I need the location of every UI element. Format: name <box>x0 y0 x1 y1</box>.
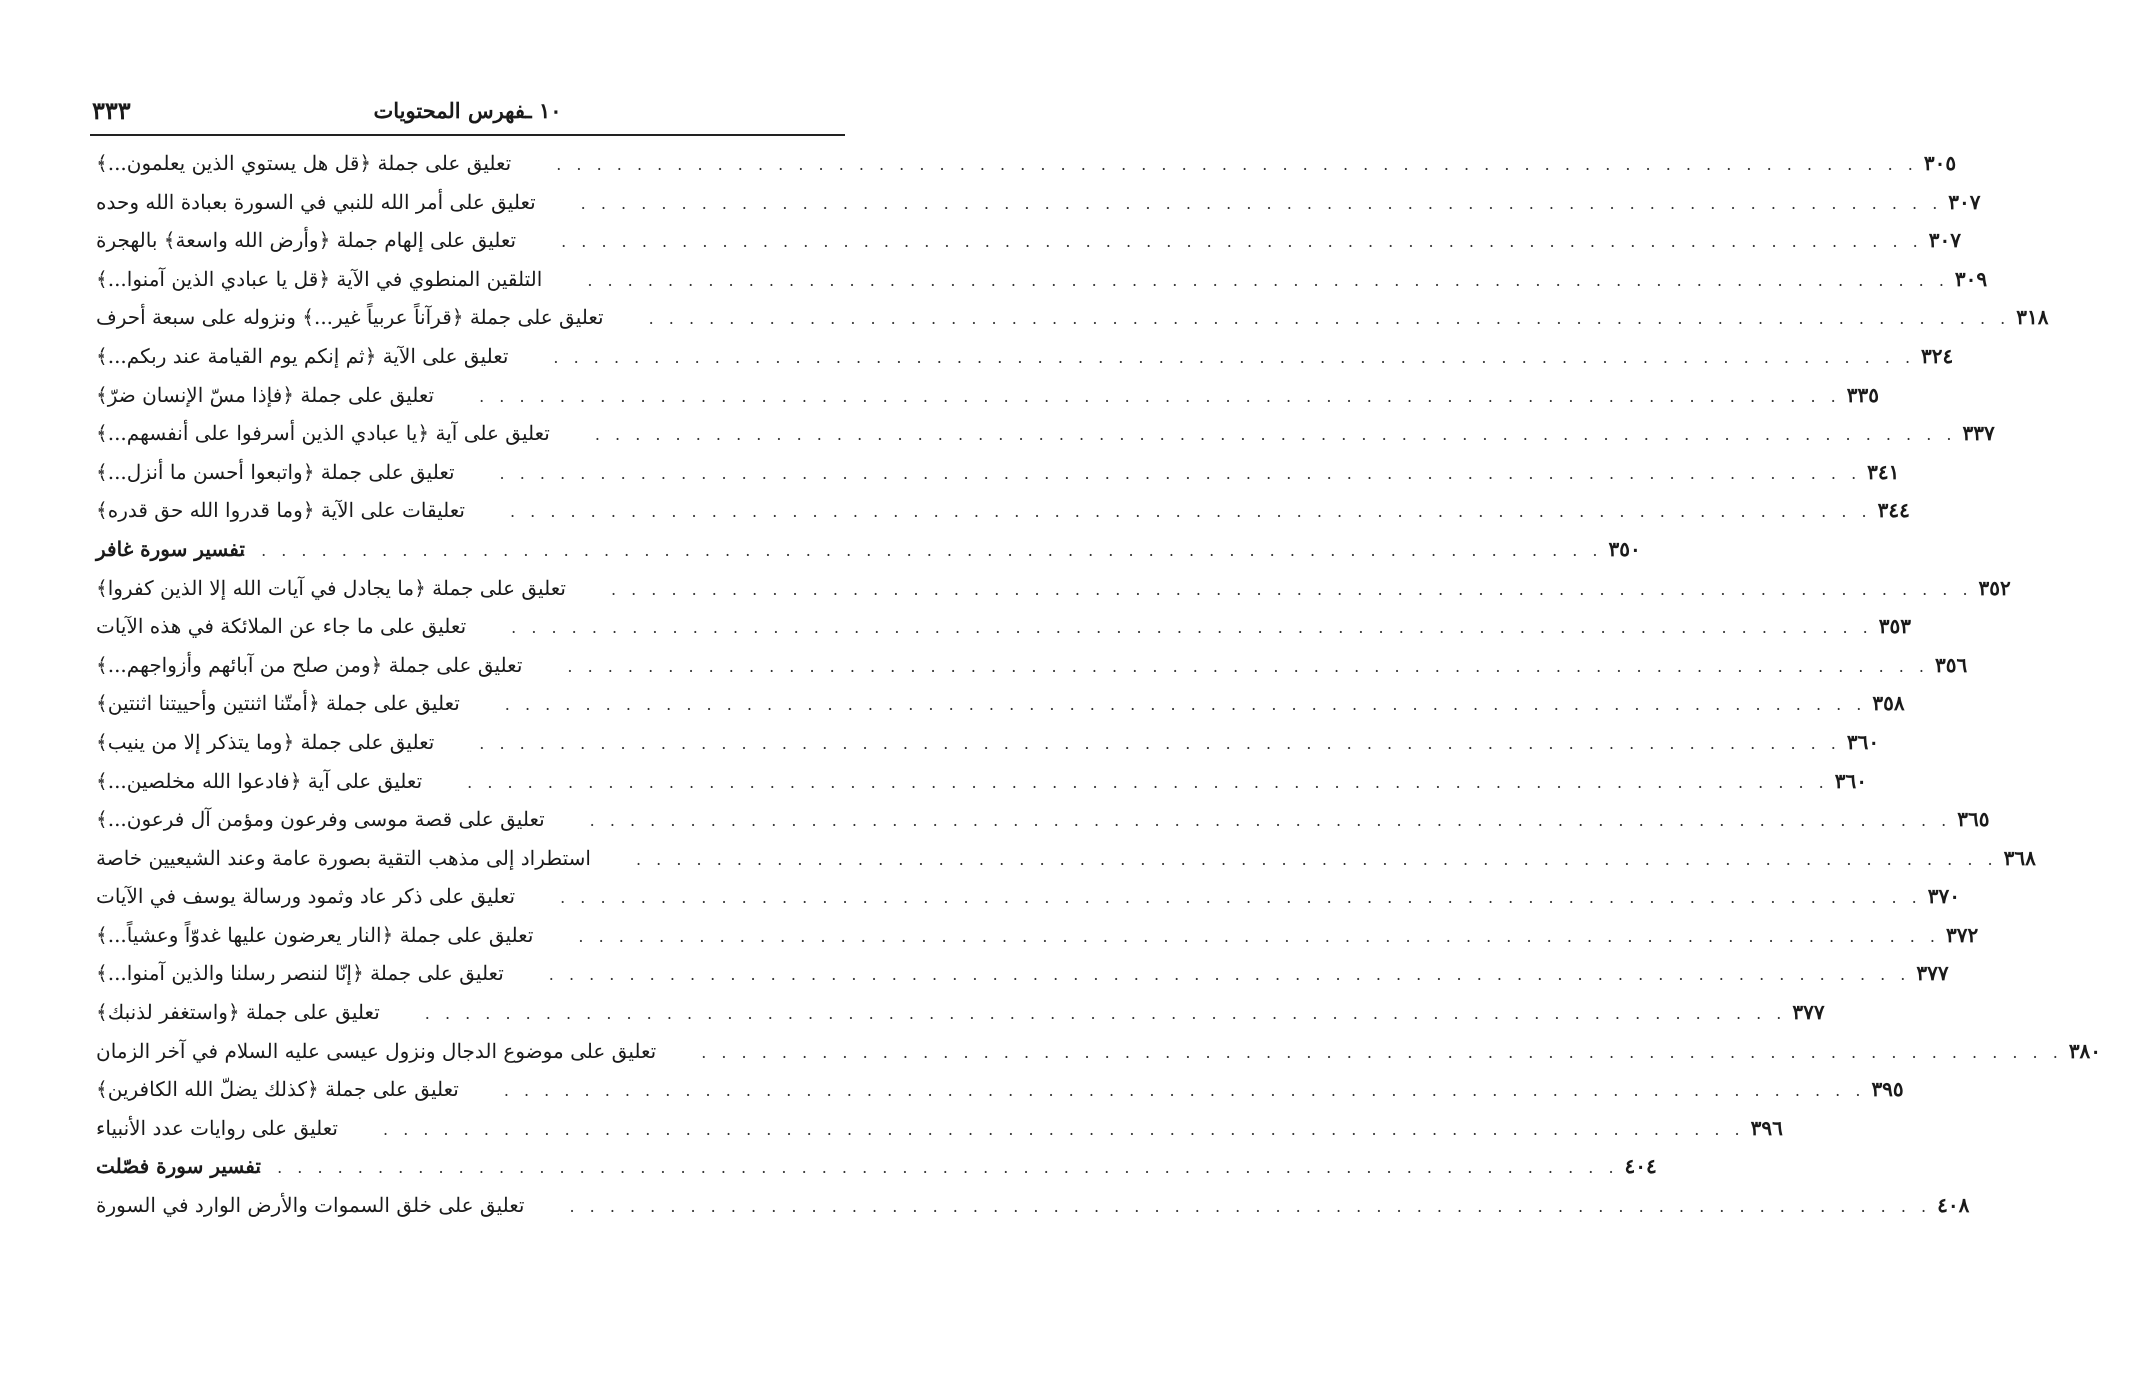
dot-leader: . . . . . . . . . . . . . . . . . . . . . . . . . . . . . . . . . . . . . . . . . . . . . . . . . . . . . . . . . . . . . . . . . . . . <box>636 849 1998 869</box>
toc-entry-title: تعليق على جملة ﴿إنّا لننصر رسلنا والذين آمنوا...﴾ <box>96 961 504 986</box>
dot-leader: . . . . . . . . . . . . . . . . . . . . . . . . . . . . . . . . . . . . . . . . . . . . . . . . . . . . . . . . . . . . . . . . . . . . <box>511 618 1873 638</box>
dot-leader: . . . . . . . . . . . . . . . . . . . . . . . . . . . . . . . . . . . . . . . . . . . . . . . . . . . . . . . . . . . . . . . . . . . . <box>578 926 1940 946</box>
dot-leader: . . . . . . . . . . . . . . . . . . . . . . . . . . . . . . . . . . . . . . . . . . . . . . . . . . . . . . . . . . . . . . . . . . . . <box>610 579 1973 599</box>
toc-entry-page: ٣٦٠ <box>1834 768 1867 793</box>
dot-leader: . . . . . . . . . . . . . . . . . . . . . . . . . . . . . . . . . . . . . . . . . . . . . . . . . . . . . . . . . . . . . . . . . . . . <box>560 888 1922 908</box>
dot-leader: . . . . . . . . . . . . . . . . . . . . . . . . . . . . . . . . . . . . . . . . . . . . . . . . . . . . . . . . . . . . . . . . . . . . <box>240 540 1603 560</box>
toc-entry-title: تعليق على قصة موسى وفرعون ومؤمن آل فرعون...﴾ <box>96 807 545 832</box>
dot-leader: . . . . . . . . . . . . . . . . . . . . . . . . . . . . . . . . . . . . . . . . . . . . . . . . . . . . . . . . . . . . . . . . . . . . <box>553 347 1916 367</box>
dot-leader: . . . . . . . . . . . . . . . . . . . . . . . . . . . . . . . . . . . . . . . . . . . . . . . . . . . . . . . . . . . . . . . . . . . . <box>567 656 1930 676</box>
toc-entry <box>90 1186 1970 1225</box>
dot-leader: . . . . . . . . . . . . . . . . . . . . . . . . . . . . . . . . . . . . . . . . . . . . . . . . . . . . . . . . . . . . . . . . . . . . <box>256 1158 1619 1178</box>
toc-entry-title: تعليق على روايات عدد الأنبياء <box>96 1115 339 1140</box>
toc-entry-title: تعليق على جملة ﴿واتبعوا أحسن ما أنزل...﴾ <box>96 459 455 484</box>
toc-entry <box>90 684 1905 723</box>
toc-entry-page: ٣٣٥ <box>1846 382 1879 407</box>
toc-entry <box>90 993 1825 1032</box>
toc-entry-title: تعليق على ذكر عاد وثمود ورسالة يوسف في الآيات <box>96 884 516 909</box>
toc-entry <box>90 144 1957 183</box>
dot-leader: . . . . . . . . . . . . . . . . . . . . . . . . . . . . . . . . . . . . . . . . . . . . . . . . . . . . . . . . . . . . . . . . . . . . <box>587 270 1949 290</box>
toc-entry-page: ٣٥٦ <box>1935 652 1968 677</box>
dot-leader: . . . . . . . . . . . . . . . . . . . . . . . . . . . . . . . . . . . . . . . . . . . . . . . . . . . . . . . . . . . . . . . . . . . . <box>561 232 1923 252</box>
toc-entry <box>90 877 1960 916</box>
toc-entry-title: تفسير سورة غافر <box>96 536 245 561</box>
toc-entry-title: تعليق على جملة ﴿فإذا مسّ الإنسان ضرّ﴾ <box>96 382 435 407</box>
toc-entry-title: تعليق على جملة ﴿قرآناً عربياً غير...﴾ ونزوله على سبعة أحرف <box>96 305 604 330</box>
toc-entry-title: تعليق على موضوع الدجال ونزول عيسى عليه السلام في آخر الزمان <box>96 1038 657 1063</box>
toc-entry-page: ٣٤٤ <box>1877 498 1910 523</box>
toc-entry-title: تعليق على جملة ﴿ومن صلح من آبائهم وأزواجهم...﴾ <box>96 652 523 677</box>
toc-entry <box>90 916 1979 955</box>
dot-leader: . . . . . . . . . . . . . . . . . . . . . . . . . . . . . . . . . . . . . . . . . . . . . . . . . . . . . . . . . . . . . . . . . . . . <box>503 1081 1866 1101</box>
dot-leader: . . . . . . . . . . . . . . . . . . . . . . . . . . . . . . . . . . . . . . . . . . . . . . . . . . . . . . . . . . . . . . . . . . . . <box>556 155 1918 174</box>
dot-leader: . . . . . . . . . . . . . . . . . . . . . . . . . . . . . . . . . . . . . . . . . . . . . . . . . . . . . . . . . . . . . . . . . . . . <box>569 1197 1932 1217</box>
toc-entry-title: تعليق على آية ﴿فادعوا الله مخلصين...﴾ <box>96 768 423 793</box>
dot-leader: . . . . . . . . . . . . . . . . . . . . . . . . . . . . . . . . . . . . . . . . . . . . . . . . . . . . . . . . . . . . . . . . . . . . <box>594 425 1957 445</box>
dot-leader: . . . . . . . . . . . . . . . . . . . . . . . . . . . . . . . . . . . . . . . . . . . . . . . . . . . . . . . . . . . . . . . . . . . . <box>424 1004 1787 1024</box>
toc-page <box>90 92 2102 1225</box>
dot-leader: . . . . . . . . . . . . . . . . . . . . . . . . . . . . . . . . . . . . . . . . . . . . . . . . . . . . . . . . . . . . . . . . . . . . <box>548 965 1911 985</box>
toc-entry-title: تعليق على إلهام جملة ﴿وأرض الله واسعة﴾ بالهجرة <box>96 228 517 253</box>
page-number: ٣٣٣ <box>92 96 131 125</box>
toc-entry <box>90 298 2049 337</box>
toc-entry-page: ٣٦٨ <box>2003 845 2036 870</box>
toc-entry <box>90 569 2011 608</box>
toc-entry-title: تعليق على جملة ﴿واستغفر لذنبك﴾ <box>96 1000 380 1025</box>
toc-entry-title: تعليق على جملة ﴿قل هل يستوي الذين يعلمون...﴾ <box>96 151 512 175</box>
toc-entry <box>90 762 1867 801</box>
toc-entry-title: تعليق على آية ﴿يا عبادي الذين أسرفوا على أنفسهم...﴾ <box>96 421 550 446</box>
dot-leader: . . . . . . . . . . . . . . . . . . . . . . . . . . . . . . . . . . . . . . . . . . . . . . . . . . . . . . . . . . . . . . . . . . . . <box>701 1042 2063 1062</box>
toc-entry-page: ٣٨٠ <box>2068 1038 2102 1063</box>
toc-entry-title: التلقين المنطوي في الآية ﴿قل يا عبادي الذين آمنوا...﴾ <box>96 266 543 291</box>
toc-entry-page: ٣٧٠ <box>1927 884 1960 909</box>
toc-entry-page: ٣٧٧ <box>1916 961 1949 986</box>
dot-leader: . . . . . . . . . . . . . . . . . . . . . . . . . . . . . . . . . . . . . . . . . . . . . . . . . . . . . . . . . . . . . . . . . . . . <box>383 1119 1745 1139</box>
page-title: ١٠ ـفهرس المحتويات <box>373 98 562 123</box>
dot-leader: . . . . . . . . . . . . . . . . . . . . . . . . . . . . . . . . . . . . . . . . . . . . . . . . . . . . . . . . . . . . . . . . . . . . <box>509 502 1872 522</box>
toc-entry-page: ٣٠٧ <box>1948 189 1981 214</box>
toc-entry-page: ٤٠٤ <box>1624 1154 1657 1179</box>
toc-entry-title: تعليق على جملة ﴿ما يجادل في آيات الله إلا الذين كفروا﴾ <box>96 575 566 600</box>
toc-entry-title: تعليق على خلق السموات والأرض الوارد في السورة <box>96 1193 525 1218</box>
toc-entry <box>90 1109 1783 1148</box>
toc-entry <box>90 646 1968 685</box>
toc-entry-page: ٣٦٠ <box>1846 729 1880 754</box>
toc-entry-title: تعليقات على الآية ﴿وما قدروا الله حق قدره﴾ <box>96 498 465 523</box>
toc-entry-page: ٣٠٧ <box>1928 228 1961 253</box>
toc-entry-page: ٣٩٦ <box>1750 1115 1783 1140</box>
toc-entry-page: ٣٥٠ <box>1608 536 1641 561</box>
table-of-contents <box>90 144 2102 1225</box>
toc-entry-title: تعليق على جملة ﴿أمتّنا اثنتين وأحييتنا اثنتين﴾ <box>96 691 460 716</box>
toc-entry <box>90 376 1879 415</box>
toc-entry <box>90 607 1911 646</box>
toc-entry-page: ٣٥٣ <box>1878 614 1911 639</box>
toc-entry <box>90 839 2036 878</box>
toc-entry-title: تعليق على جملة ﴿كذلك يضلّ الله الكافرين﴾ <box>96 1077 459 1102</box>
toc-entry-title: تعليق على جملة ﴿وما يتذكر إلا من ينيب﴾ <box>96 729 435 754</box>
toc-entry <box>90 954 1949 993</box>
toc-entry <box>90 491 1910 530</box>
dot-leader: . . . . . . . . . . . . . . . . . . . . . . . . . . . . . . . . . . . . . . . . . . . . . . . . . . . . . . . . . . . . . . . . . . . . <box>580 193 1943 213</box>
page-header <box>90 92 845 136</box>
dot-leader: . . . . . . . . . . . . . . . . . . . . . . . . . . . . . . . . . . . . . . . . . . . . . . . . . . . . . . . . . . . . . . . . . . . . <box>499 463 1862 483</box>
toc-entry <box>90 723 1880 762</box>
dot-leader: . . . . . . . . . . . . . . . . . . . . . . . . . . . . . . . . . . . . . . . . . . . . . . . . . . . . . . . . . . . . . . . . . . . . <box>589 811 1952 831</box>
toc-entry-page: ٣٥٨ <box>1872 691 1905 716</box>
toc-entry-title: تعليق على أمر الله للنبي في السورة بعبادة الله وحده <box>96 189 536 214</box>
toc-entry <box>90 453 1900 492</box>
toc-entry-page: ٣٩٥ <box>1871 1077 1904 1102</box>
toc-entry-title: تعليق على ما جاء عن الملائكة في هذه الآيات <box>96 614 467 639</box>
toc-entry <box>90 800 1990 839</box>
toc-entry-page: ٣٧٧ <box>1792 1000 1825 1025</box>
toc-entry <box>90 221 1961 260</box>
toc-entry <box>90 337 1954 376</box>
toc-entry-page: ٣٠٥ <box>1923 151 1957 175</box>
toc-section-heading <box>90 1147 1657 1186</box>
toc-entry-page: ٣٦٥ <box>1957 807 1990 832</box>
toc-entry-page: ٣٠٩ <box>1954 266 1988 291</box>
dot-leader: . . . . . . . . . . . . . . . . . . . . . . . . . . . . . . . . . . . . . . . . . . . . . . . . . . . . . . . . . . . . . . . . . . . . <box>504 695 1867 715</box>
dot-leader: . . . . . . . . . . . . . . . . . . . . . . . . . . . . . . . . . . . . . . . . . . . . . . . . . . . . . . . . . . . . . . . . . . . . <box>467 772 1829 792</box>
toc-entry-page: ٤٠٨ <box>1937 1193 1970 1218</box>
toc-entry <box>90 414 1995 453</box>
toc-entry-page: ٣١٨ <box>2016 305 2049 330</box>
toc-entry-title: استطراد إلى مذهب التقية بصورة عامة وعند الشيعيين خاصة <box>96 845 591 870</box>
toc-entry-title: تعليق على الآية ﴿ثم إنكم يوم القيامة عند ربكم...﴾ <box>96 343 509 368</box>
toc-entry <box>90 183 1981 222</box>
dot-leader: . . . . . . . . . . . . . . . . . . . . . . . . . . . . . . . . . . . . . . . . . . . . . . . . . . . . . . . . . . . . . . . . . . . . <box>648 309 2011 329</box>
toc-entry-title: تعليق على جملة ﴿النار يعرضون عليها غدوّاً وعشياً...﴾ <box>96 922 534 947</box>
toc-section-heading <box>90 530 1641 569</box>
toc-entry <box>90 1032 2102 1071</box>
toc-entry <box>90 260 1988 299</box>
toc-entry-page: ٣٢٤ <box>1921 343 1954 368</box>
toc-entry <box>90 1070 1904 1109</box>
dot-leader: . . . . . . . . . . . . . . . . . . . . . . . . . . . . . . . . . . . . . . . . . . . . . . . . . . . . . . . . . . . . . . . . . . . . <box>479 386 1841 406</box>
toc-entry-page: ٣٥٢ <box>1978 575 2011 600</box>
toc-entry-title: تفسير سورة فصّلت <box>96 1154 261 1179</box>
toc-entry-page: ٣٧٢ <box>1946 922 1979 947</box>
dot-leader: . . . . . . . . . . . . . . . . . . . . . . . . . . . . . . . . . . . . . . . . . . . . . . . . . . . . . . . . . . . . . . . . . . . . <box>479 733 1841 753</box>
toc-entry-page: ٣٤١ <box>1867 459 1900 484</box>
toc-entry-page: ٣٣٧ <box>1962 421 1995 446</box>
